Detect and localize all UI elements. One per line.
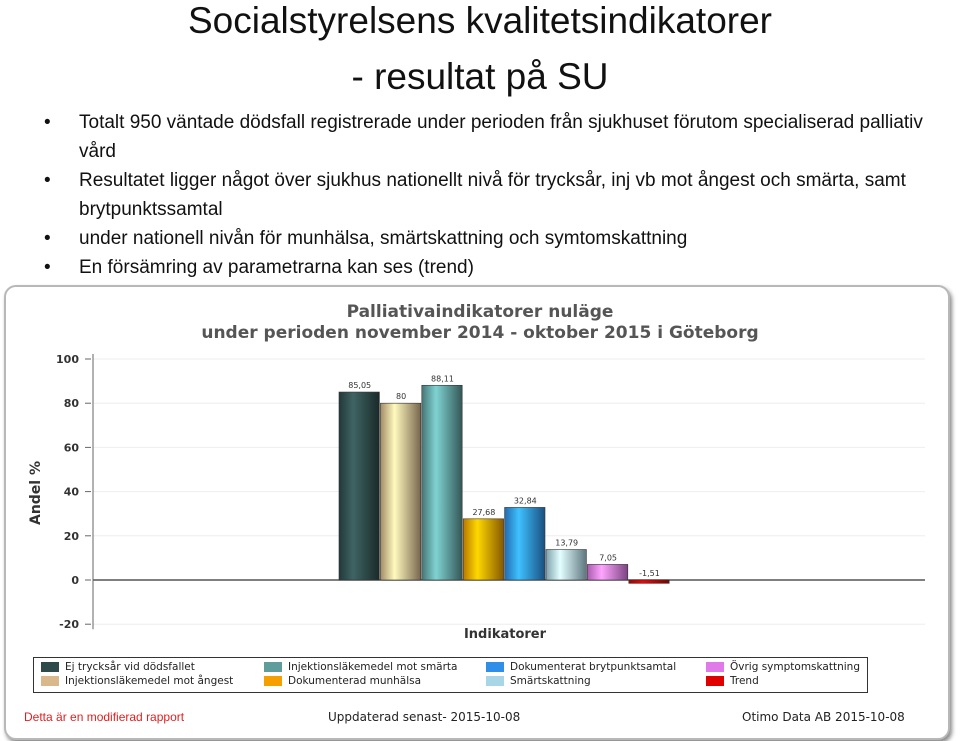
- legend-label: Injektionsläkemedel mot ångest: [65, 675, 234, 687]
- legend-item: [41, 661, 195, 674]
- updated-text: Uppdaterad senast- 2015-10-08: [328, 710, 521, 724]
- legend-item: [264, 661, 458, 674]
- legend-label: Övrig symptomskattning: [730, 661, 860, 673]
- legend-swatch: [41, 676, 59, 686]
- legend-item: [486, 675, 591, 688]
- y-axis-label: Andel %: [28, 460, 44, 526]
- y-tick-label: 40: [63, 485, 79, 499]
- data-label: 7,05: [599, 553, 618, 563]
- data-label: -1,51: [639, 569, 660, 578]
- legend-swatch: [706, 662, 724, 672]
- chart-title: Palliativaindikatorer nuläge: [346, 302, 614, 322]
- legend-swatch: [486, 676, 504, 686]
- bullet-item: • Totalt 950 väntade dödsfall registrerade under perioden från sjukhuset förutom specialiserad palliativ vård: [40, 108, 940, 166]
- legend-item: [41, 675, 233, 688]
- bar: [629, 580, 669, 583]
- bullet-item: • En försämring av parametrarna kan ses (trend): [40, 253, 940, 282]
- chart-subtitle: under perioden november 2014 - oktober 2015 i Göteborg: [201, 323, 759, 343]
- legend-swatch: [706, 676, 724, 686]
- x-axis-label: Indikatorer: [463, 627, 547, 642]
- data-label: 88,11: [431, 374, 454, 384]
- legend-label: Dokumenterad munhälsa: [288, 675, 422, 687]
- legend-item: [486, 661, 676, 674]
- bar: [546, 550, 586, 580]
- y-tick-label: 0: [71, 574, 79, 587]
- bar: [422, 385, 462, 580]
- legend-swatch: [41, 662, 59, 672]
- legend-swatch: [264, 676, 282, 686]
- legend-label: Injektionsläkemedel mot smärta: [288, 661, 458, 673]
- data-label: 27,68: [472, 507, 496, 517]
- bar: [505, 507, 545, 580]
- slide-title: Socialstyrelsens kvalitetsindikatorer: [187, 0, 772, 41]
- bar: [587, 564, 627, 580]
- legend-swatch: [264, 662, 282, 672]
- legend-label: Dokumenterat brytpunktsamtal: [510, 661, 677, 673]
- source-text: Otimo Data AB 2015-10-08: [742, 710, 905, 724]
- legend: [33, 657, 868, 693]
- y-tick-label: 80: [63, 397, 79, 411]
- modified-note: Detta är en modifierad rapport: [24, 710, 185, 724]
- legend-label: Ej trycksår vid dödsfallet: [65, 661, 195, 673]
- legend-item: [706, 661, 860, 674]
- legend-item: [264, 675, 421, 688]
- data-label: 32,84: [513, 496, 537, 506]
- bullet-item: • Resultatet ligger något över sjukhus nationellt nivå för trycksår, inj vb mot ångest och smärta, samt brytpunktssamtal: [40, 166, 940, 224]
- y-tick-label: 20: [63, 529, 79, 543]
- bar: [380, 403, 420, 580]
- legend-swatch: [486, 662, 504, 672]
- slide-subtitle: - resultat på SU: [351, 56, 609, 97]
- legend-item: [706, 675, 759, 688]
- y-tick-label: -20: [59, 618, 79, 632]
- legend-label: Trend: [730, 675, 759, 687]
- y-tick-label: 60: [63, 441, 79, 455]
- bar: [339, 392, 379, 580]
- data-label: 13,79: [555, 538, 579, 548]
- data-label: 80: [396, 392, 407, 402]
- legend-label: Smärtskattning: [510, 675, 591, 687]
- y-tick-label: 100: [56, 353, 79, 366]
- bullet-item: • under nationell nivån för munhälsa, smärtskattning och symtomskattning: [40, 224, 940, 253]
- data-label: 85,05: [348, 381, 372, 391]
- bar: [463, 519, 503, 580]
